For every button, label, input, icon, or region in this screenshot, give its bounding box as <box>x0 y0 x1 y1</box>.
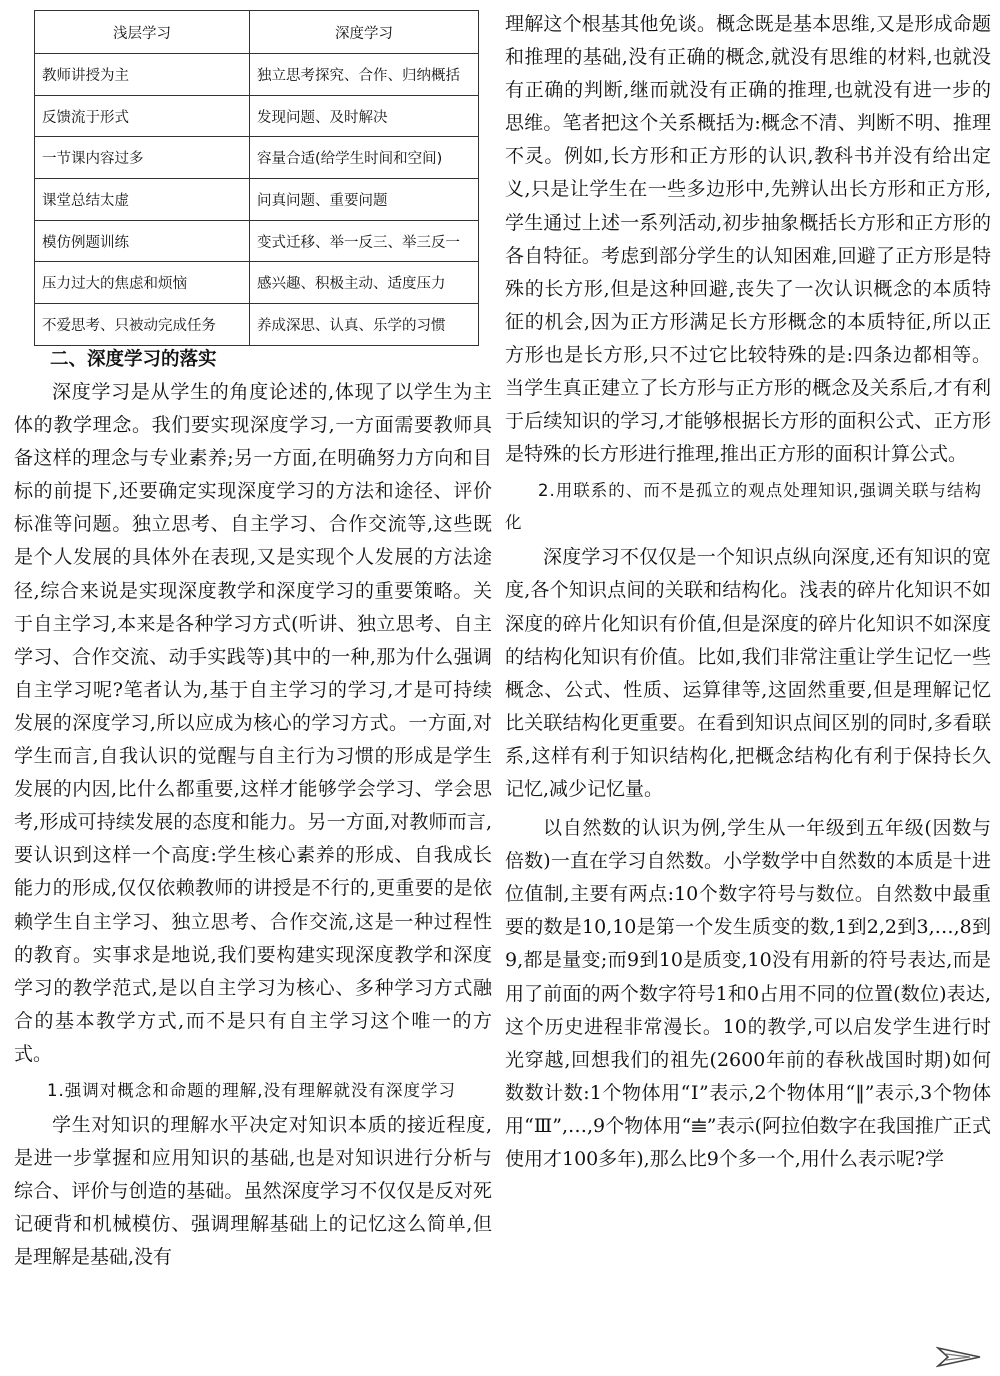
section-heading: 二、深度学习的落实 <box>50 349 217 370</box>
table-row <box>35 137 479 179</box>
table-cell: 教师讲授为主 <box>35 54 250 96</box>
table-cell: 压力过大的焦虑和烦恼 <box>35 262 250 304</box>
paragraph: 以自然数的认识为例,学生从一年级到五年级(因数与倍数)一直在学习自然数。小学数学中自然数的本质是十进位值制,主要有两点:10个数字符号与数位。自然数中最重要的数是10,10是第一个发生质变的数,1到2,2到3,…,8到9,都是量变;而9到10是质变,10没有用新的符号表达,而是用了前面的两个数字符号1和0占用不同的位置(数位)表达,这个历史进程非常漫长。10的教学,可以启发学生进行时光穿越,回想我们的祖先(2600年前的春秋战国时期)如何数数计数:1个物体用“Ⅰ”表示,2个物体用“‖”表示,3个物体用“Ⅲ”,…,9个物体用“𝍨”表示(阿拉伯数字在我国推广正式使用才100多年),那么比9个多一个,用什么表示呢?学 <box>505 817 991 1170</box>
table-row <box>35 262 479 304</box>
comparison-table <box>34 10 479 346</box>
table-cell: 感兴趣、积极主动、适度压力 <box>250 262 479 304</box>
table-row <box>35 304 479 346</box>
table-cell: 反馈流于形式 <box>35 95 250 137</box>
table-header-deep: 深度学习 <box>250 11 479 54</box>
paragraph: 深度学习是从学生的角度论述的,体现了以学生为主体的教学理念。我们要实现深度学习,一方面需要教师具备这样的理念与专业素养;另一方面,在明确努力方向和目标的前提下,还要确定实现深度学习的方法和途径、评价标准等问题。独立思考、自主学习、合作交流等,这些既是个人发展的具体外在表现,又是实现个人发展的方法途径,综合来说是实现深度教学和深度学习的重要策略。关于自主学习,本来是各种学习方式(听讲、独立思考、自主学习、合作交流、动手实践等)其中的一种,那为什么强调自主学习呢?笔者认为,基于自主学习的学习,才是可持续发展的深度学习,所以应成为核心的学习方式。一方面,对学生而言,自我认识的觉醒与自主行为习惯的形成是学生发展的内因,比什么都重要,这样才能够学会学习、学会思考,形成可持续发展的态度和能力。另一方面,对教师而言,要认识到这样一个高度:学生核心素养的形成、自我成长能力的形成,仅仅依赖教师的讲授是不行的,更重要的是依赖学生自主学习、独立思考、合作交流,这是一种过程性的教育。实事求是地说,我们要构建实现深度教学和深度学习的教学范式,是以自主学习为核心、多种学习方式融合的基本教学方式,而不是只有自主学习这个唯一的方式。 <box>14 381 492 1065</box>
table-cell: 发现问题、及时解决 <box>250 95 479 137</box>
table-cell: 不爱思考、只被动完成任务 <box>35 304 250 346</box>
paragraph: 深度学习不仅仅是一个知识点纵向深度,还有知识的宽度,各个知识点间的关联和结构化。浅表的碎片化知识不如深度的碎片化知识有价值,但是深度的碎片化知识不如深度的结构化知识有价值。比如,我们非常注重让学生记忆一些概念、公式、性质、运算律等,这固然重要,但是理解记忆比关联结构化更重要。在看到知识点间区别的同时,多看联系,这样有利于知识结构化,把概念结构化有利于保持长久记忆,减少记忆量。 <box>505 546 991 800</box>
subheading: 1.强调对概念和命题的理解,没有理解就没有深度学习 <box>47 1080 456 1100</box>
continue-arrow-icon <box>936 1346 982 1368</box>
table-cell: 容量合适(给学生时间和空间) <box>250 137 479 179</box>
table-cell: 一节课内容过多 <box>35 137 250 179</box>
paragraph: 理解这个根基其他免谈。概念既是基本思维,又是形成命题和推理的基础,没有正确的概念,就没有思维的材料,也就没有正确的判断,继而就没有正确的推理,也就没有进一步的思维。笔者把这个关系概括为:概念不清、判断不明、推理不灵。例如,长方形和正方形的认识,教科书并没有给出定义,只是让学生在一些多边形中,先辨认出长方形和正方形,学生通过上述一系列活动,初步抽象概括长方形和正方形的各自特征。考虑到部分学生的认知困难,回避了正方形是特殊的长方形,但是这种回避,丧失了一次认识概念的本质特征的机会,因为正方形满足长方形概念的本质特征,所以正方形也是长方形,只不过它比较特殊的是:四条边都相等。当学生真正建立了长方形与正方形的概念及关系后,才有利于后续知识的学习,才能够根据长方形的面积公式、正方形是特殊的长方形进行推理,推出正方形的面积计算公式。 <box>505 13 991 466</box>
table-cell: 模仿例题训练 <box>35 220 250 262</box>
table-row <box>35 220 479 262</box>
left-body <box>14 343 492 1274</box>
table-row <box>35 54 479 96</box>
table-row <box>35 179 479 221</box>
table-cell: 课堂总结太虚 <box>35 179 250 221</box>
table-cell: 问真问题、重要问题 <box>250 179 479 221</box>
subheading: 2.用联系的、而不是孤立的观点处理知识,强调关联与结构化 <box>505 481 982 533</box>
table-row <box>35 95 479 137</box>
table-cell: 独立思考探究、合作、归纳概括 <box>250 54 479 96</box>
table-header-row <box>35 11 479 54</box>
right-body <box>505 8 991 1176</box>
table-header-shallow: 浅层学习 <box>35 11 250 54</box>
table-cell: 养成深思、认真、乐学的习惯 <box>250 304 479 346</box>
table-cell: 变式迁移、举一反三、举三反一 <box>250 220 479 262</box>
paragraph: 学生对知识的理解水平决定对知识本质的接近程度,是进一步掌握和应用知识的基础,也是对知识进行分析与综合、评价与创造的基础。虽然深度学习不仅仅是反对死记硬背和机械模仿、强调理解基础上的记忆这么简单,但是理解是基础,没有 <box>14 1113 492 1269</box>
